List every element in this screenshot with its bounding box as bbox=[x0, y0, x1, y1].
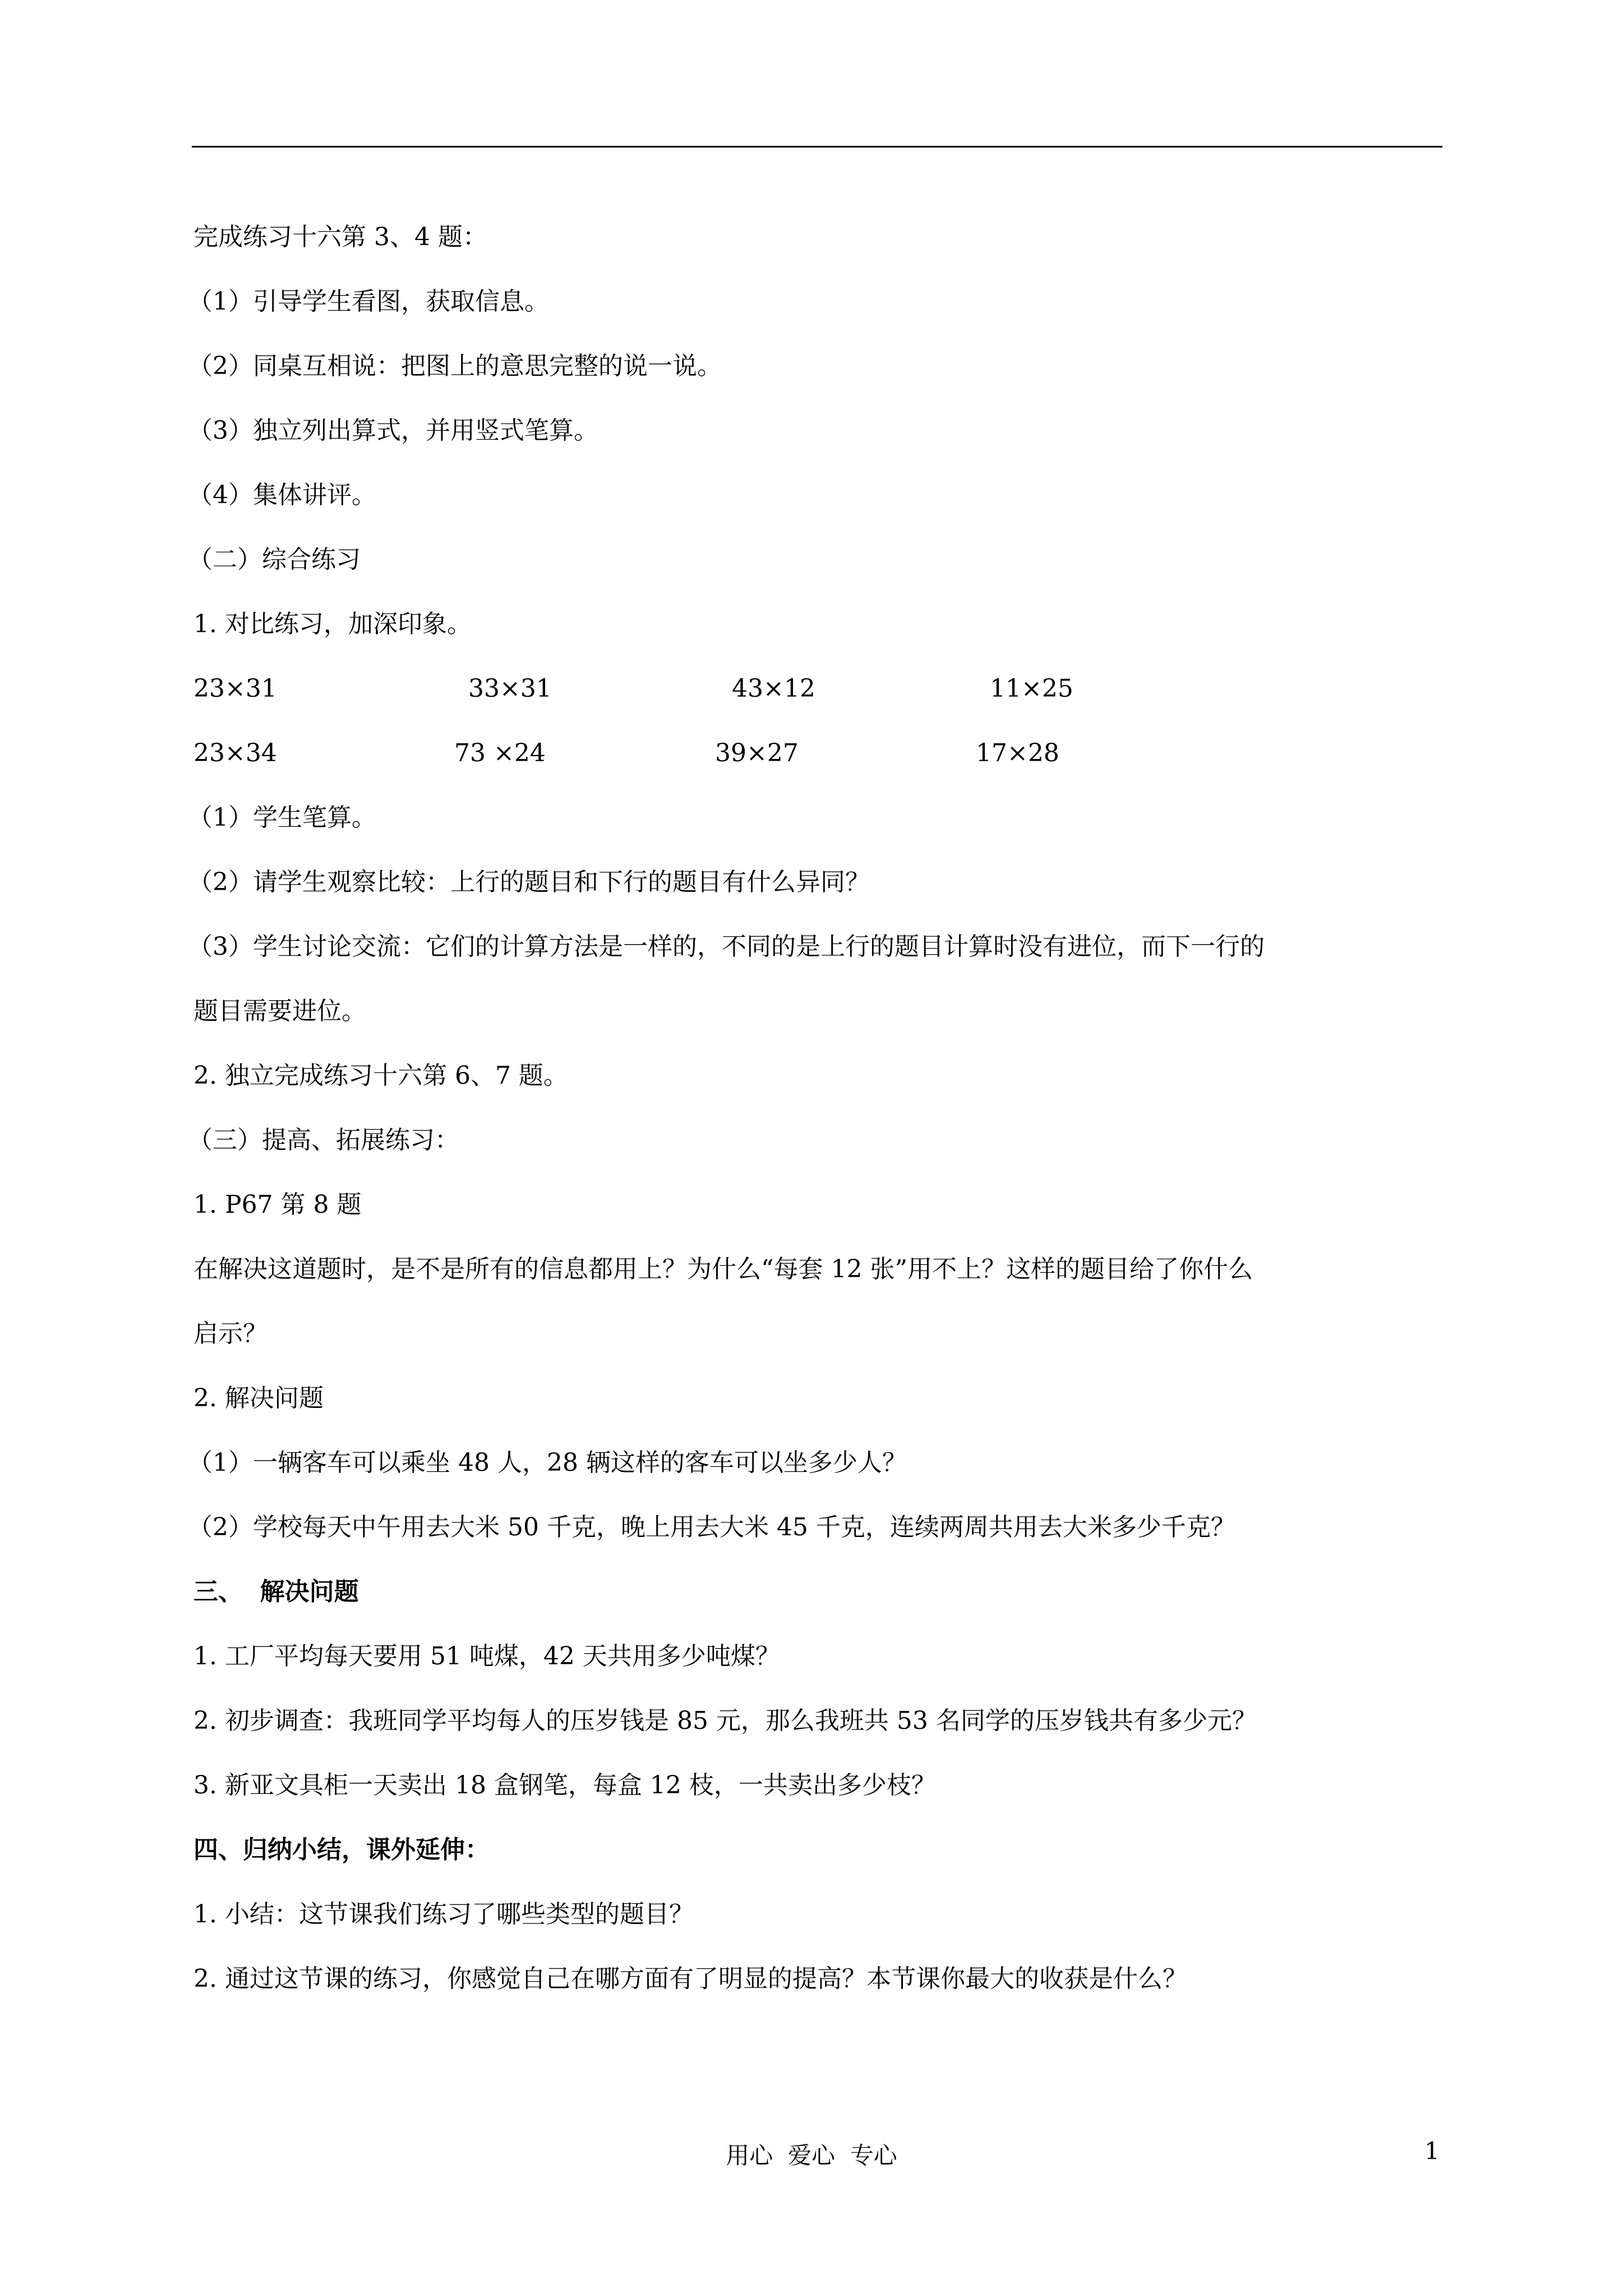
text-line: （2）学校每天中午用去大米 50 千克，晚上用去大米 45 千克，连续两周共用去大米多少千克？ bbox=[188, 1513, 1235, 1542]
header-rule bbox=[192, 146, 1442, 148]
text-line: 2. 独立完成练习十六第 6、7 题。 bbox=[193, 1061, 568, 1090]
text-line: 3. 新亚文具柜一天卖出 18 盒钢笔，每盒 12 枝，一共卖出多少枝？ bbox=[193, 1771, 936, 1800]
text-line: （1）一辆客车可以乘坐 48 人，28 辆这样的客车可以坐多少人？ bbox=[188, 1448, 907, 1477]
text-line: （3）独立列出算式，并用竖式笔算。 bbox=[188, 416, 598, 445]
expression: 11×25 bbox=[990, 674, 1073, 703]
expression: 73 ×24 bbox=[454, 739, 546, 767]
expression-row-1 bbox=[193, 656, 1444, 721]
text-line: 完成练习十六第 3、4 题： bbox=[193, 223, 487, 251]
page-number: 1 bbox=[1424, 2137, 1440, 2165]
text-line: （1）引导学生看图，获取信息。 bbox=[188, 287, 549, 316]
expression: 23×31 bbox=[193, 674, 277, 703]
document-body bbox=[188, 205, 1444, 2011]
section-heading: 四、归纳小结，课外延伸： bbox=[193, 1835, 490, 1864]
section-heading: （二）综合练习 bbox=[188, 545, 361, 574]
text-line: （3）学生讨论交流：它们的计算方法是一样的，不同的是上行的题目计算时没有进位，而下一行的 bbox=[188, 932, 1265, 961]
expression-row-2 bbox=[193, 721, 1444, 785]
text-line: 1. 小结：这节课我们练习了哪些类型的题目？ bbox=[193, 1900, 694, 1929]
text-line: 在解决这道题时，是不是所有的信息都用上？为什么“每套 12 张”用不上？这样的题目给了你什么 bbox=[193, 1255, 1253, 1283]
text-line: 1. 对比练习，加深印象。 bbox=[193, 610, 472, 638]
text-line: 题目需要进位。 bbox=[193, 997, 366, 1025]
section-heading: （三）提高、拓展练习： bbox=[188, 1126, 459, 1154]
text-line: 1. P67 第 8 题 bbox=[193, 1190, 362, 1219]
text-line: （4）集体讲评。 bbox=[188, 481, 376, 509]
text-line: （1）学生笔算。 bbox=[188, 803, 376, 832]
text-line: 2. 解决问题 bbox=[193, 1384, 324, 1412]
footer-text: 用心 爱心 专心 bbox=[726, 2142, 897, 2169]
expression: 33×31 bbox=[468, 674, 552, 703]
text-line: （2）请学生观察比较：上行的题目和下行的题目有什么异同？ bbox=[188, 868, 870, 896]
text-line: 2. 通过这节课的练习，你感觉自己在哪方面有了明显的提高？本节课你最大的收获是什么？ bbox=[193, 1964, 1187, 1993]
expression: 39×27 bbox=[715, 739, 799, 767]
section-heading: 三、 解决问题 bbox=[193, 1577, 359, 1606]
text-line: 1. 工厂平均每天要用 51 吨煤，42 天共用多少吨煤？ bbox=[193, 1642, 780, 1671]
expression: 17×28 bbox=[976, 739, 1059, 767]
text-line: （2）同桌互相说：把图上的意思完整的说一说。 bbox=[188, 352, 722, 380]
expression: 23×34 bbox=[193, 739, 277, 767]
expression: 43×12 bbox=[732, 674, 815, 703]
text-line: 2. 初步调查：我班同学平均每人的压岁钱是 85 元，那么我班共 53 名同学的压岁钱共有多少元？ bbox=[193, 1706, 1257, 1735]
text-line: 启示？ bbox=[193, 1319, 268, 1348]
